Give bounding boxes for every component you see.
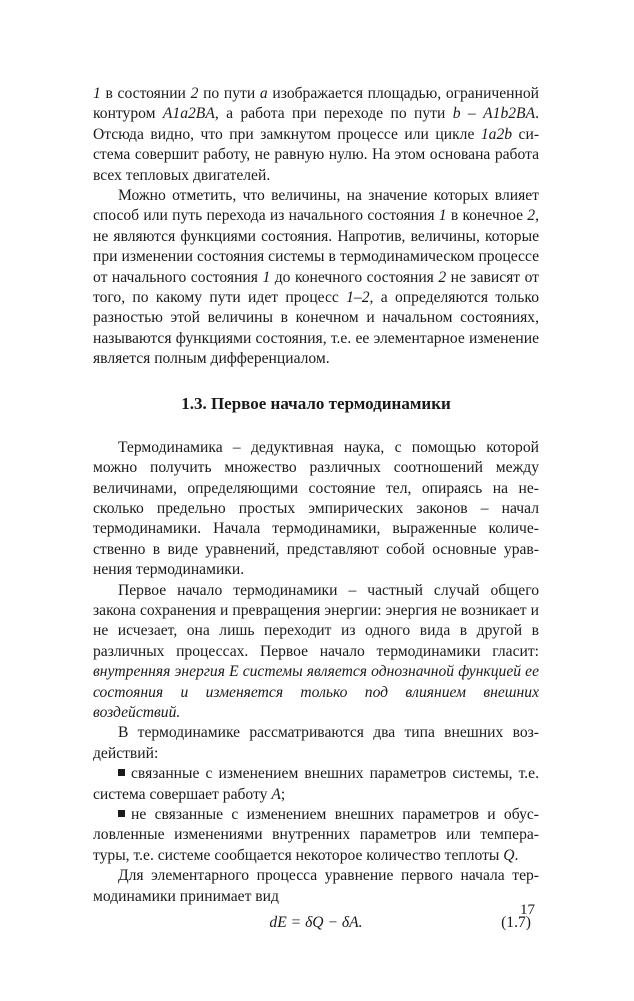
- paragraph-6: Для элементарного процесса уравнение первого начала термодинамики принимает вид: [93, 867, 539, 905]
- text-run: изображается площадью, ограниченной контуром: [93, 85, 540, 123]
- heat-symbol: Q: [503, 846, 515, 864]
- equation-number: (1.7): [501, 914, 531, 932]
- paragraph-3: Термодинамика – дедуктивная наука, с помощью которой можно получить множество различных соотношений между величинами, определяющими состояние тел, опираясь на несколько предельно простых эмпирических законов – начал термодинамики. Начала термодинамики, выраженные количественно в виде уравнений, представляют собой основные уравнения термодинамики.: [93, 438, 539, 579]
- text-run: , а работа при переходе по пути: [214, 105, 453, 123]
- text-run: . Отсюда видно, что при замкнутом процессе или цикле: [93, 105, 539, 143]
- cycle-ref: 1a2b: [480, 125, 513, 143]
- text-run: .: [514, 846, 519, 864]
- text-run: связанные с изменением внешних параметров системы, т.е. система совершает работу: [93, 765, 539, 803]
- work-symbol: A: [271, 785, 281, 803]
- text-run: , а определяются только разностью этой величины в конечном и начальном состояниях, называются функциями состояния, т.е. ее элементарное изменение является полным дифференциалом.: [93, 289, 539, 368]
- text-run: по пути: [198, 85, 260, 102]
- text-run: до конечного состояния: [270, 268, 439, 286]
- paragraph-2: [93, 186, 539, 370]
- contour-ref: A1a2BA: [162, 105, 215, 123]
- equation: [93, 913, 539, 933]
- text-run: система совершит работу, не равную нулю. На этом основана работа всех тепловых двигателей.: [93, 125, 540, 184]
- text-run: –: [460, 105, 484, 123]
- equation-formula: dE = δQ − δA.: [269, 914, 363, 932]
- paragraph-1: [93, 84, 539, 186]
- list-item: [93, 764, 539, 805]
- page-number: 17: [520, 902, 535, 918]
- path-ref: b: [452, 105, 461, 123]
- state-ref: 2: [438, 268, 447, 286]
- state-ref: 1: [262, 268, 271, 286]
- contour-ref: A1b2BA: [483, 105, 536, 123]
- text-run: Первое начало термодинамики – частный случай общего закона сохранения и превращения энергии: энергия не возникает и не исчезает, она лишь переходит из одного вида в другой в различных процессах. Первое начало термодинамики гласит:: [93, 581, 539, 660]
- square-bullet-icon: [118, 810, 125, 817]
- text-run: , не являются функциями состояния. Напротив, величины, которые при изменении состояния системы в термодинамическом процессе от начального состояния: [93, 207, 539, 286]
- page-body: [93, 84, 539, 933]
- text-run: не связанные с изменением внешних параметров и обусловленные изменениями внутренних параметров или температуры, т.е. системе сообщается некоторое количество теплоты: [93, 806, 539, 864]
- text-run: ;: [280, 785, 286, 803]
- law-statement: внутренняя энергия E системы является однозначной функцией ее состояния и изменяется только под влиянием внешних воздействий.: [93, 663, 539, 721]
- text-run: в состоянии: [100, 85, 191, 102]
- state-ref: 2: [190, 85, 199, 102]
- text-run: не зависят от того, по какому пути идет процесс: [93, 268, 539, 307]
- text-run: Можно отметить, что величины, на значение которых влияет способ или путь перехода из начального состояния: [93, 187, 539, 225]
- state-ref: 1: [438, 207, 447, 225]
- section-heading: 1.3. Первое начало термодинамики: [181, 393, 451, 413]
- square-bullet-icon: [118, 769, 125, 776]
- paragraph-5: В термодинамике рассматриваются два типа внешних воздействий:: [93, 724, 539, 762]
- paragraph-4: [93, 581, 539, 724]
- text-run: в конечное: [446, 207, 528, 225]
- process-ref: 1–2: [346, 289, 370, 307]
- state-ref: 1: [93, 85, 101, 102]
- list-item: [93, 805, 539, 866]
- path-ref: a: [259, 85, 268, 102]
- state-ref: 2: [527, 207, 536, 225]
